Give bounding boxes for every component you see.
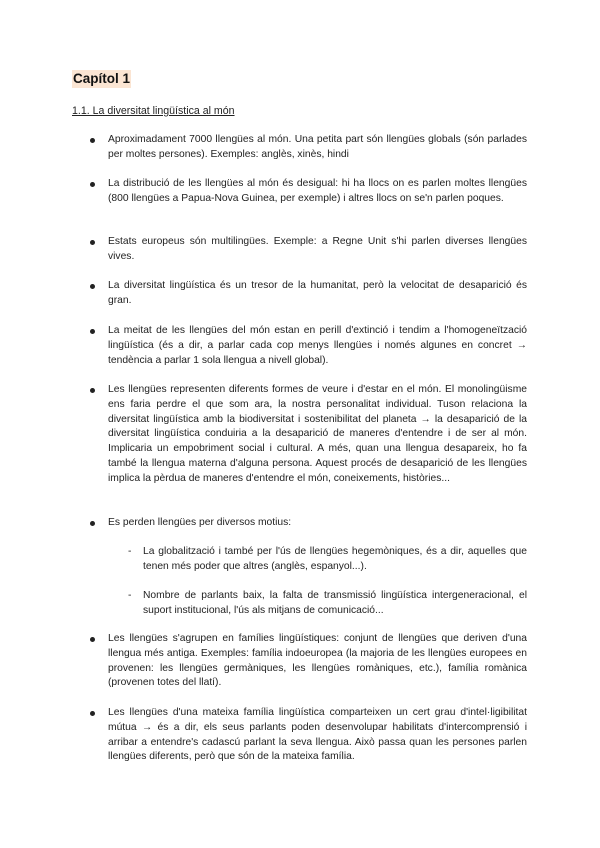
list-item-text: Es perden llengües per diversos motius: [108, 517, 292, 528]
sub-list-item-text: La globalització i també per l'ús de llengües hegemòniques, és a dir, aquelles que tenen més poder que altres (anglès, espanyol...). [143, 546, 527, 572]
list-item-text: Estats europeus són multilingües. Exemple: a Regne Unit s'hi parlen diverses llengües vives. [108, 236, 527, 262]
list-item-text: La diversitat lingüística és un tresor de la humanitat, però la velocitat de desaparició és gran. [108, 280, 527, 306]
list-item [90, 383, 527, 487]
list-item-text: Les llengües d'una mateixa família lingüística comparteixen un cert grau d'intel·ligibilitat mútua → és a dir, els seus parlants poden desenvolupar habilitats d'intercomprensió i arribar a entendre's cadascú parlant la seva llengua. Això passa quan les persones parlen llengües diferents, però que són de la mateixa família. [108, 707, 527, 763]
bullet-icon [90, 521, 95, 526]
section-heading: 1.1. La diversitat lingüística al món [72, 105, 235, 117]
bullet-icon [90, 182, 95, 187]
bullet-icon [90, 637, 95, 642]
list-item-text: La meitat de les llengües del món estan en perill d'extinció i tendim a l'homogeneïtzació lingüística (és a dir, a parlar cada cop menys llengües i només algunes en concret → tendència a parlar 1 sola llengua a nivell global). [108, 325, 527, 366]
list-item [90, 279, 527, 309]
bullet-icon [90, 711, 95, 716]
chapter-title: Capítol 1 [73, 71, 131, 86]
list-item [90, 324, 527, 368]
list-item-text: Les llengües s'agrupen en famílies lingüístiques: conjunt de llengües que deriven d'una llengua més antiga. Exemples: família indoeuropea (la majoria de les llengües europees en provenen: les llengües germàniques, les llengües romàniques, etc.), família romànica (provenen totes del llatí). [108, 633, 527, 689]
list-item-text: Aproximadament 7000 llengües al món. Una petita part són llengües globals (són parlades per moltes persones). Exemples: anglès, xinès, hindi [108, 134, 527, 160]
list-item-text: La distribució de les llengües al món és desigual: hi ha llocs on es parlen moltes llengües (800 llengües a Papua-Nova Guinea, per exemple) i altres llocs on se'n parlen poques. [108, 178, 527, 204]
dash-marker: - [128, 590, 132, 601]
sub-list-item-text: Nombre de parlants baix, la falta de transmissió lingüística intergeneracional, el suport institucional, l'ús als mitjans de comunicació... [143, 590, 527, 616]
list-item [90, 632, 527, 691]
list-item [90, 133, 527, 163]
bullet-icon [90, 329, 95, 334]
bullet-icon [90, 388, 95, 393]
bullet-icon [90, 284, 95, 289]
list-item [90, 706, 527, 765]
list-item [90, 177, 527, 207]
bullet-icon [90, 240, 95, 245]
dash-marker: - [128, 546, 132, 557]
bullet-icon [90, 138, 95, 143]
list-item [90, 235, 527, 265]
sub-list-item [128, 545, 527, 575]
list-item-text: Les llengües representen diferents formes de veure i d'estar en el món. El monolingüisme ens faria perdre el que som ara, la nostra personalitat individual. Tuson relaciona la diversitat lingüística amb la biodiversitat i sostenibilitat del planeta → la desaparició de la diversitat lingüística conduiria a la desaparició de maneres d'entendre i de ser al món. Implicaria un empobriment social i cultural. A més, quan una llengua desapareix, ho fa també la llengua materna d'alguna persona. Aquest procés de desaparició de les llengües implica la pèrdua de maneres d'entendre el món, coneixements, històries... [108, 384, 527, 484]
sub-list-item [128, 589, 527, 619]
list-item [90, 516, 527, 531]
